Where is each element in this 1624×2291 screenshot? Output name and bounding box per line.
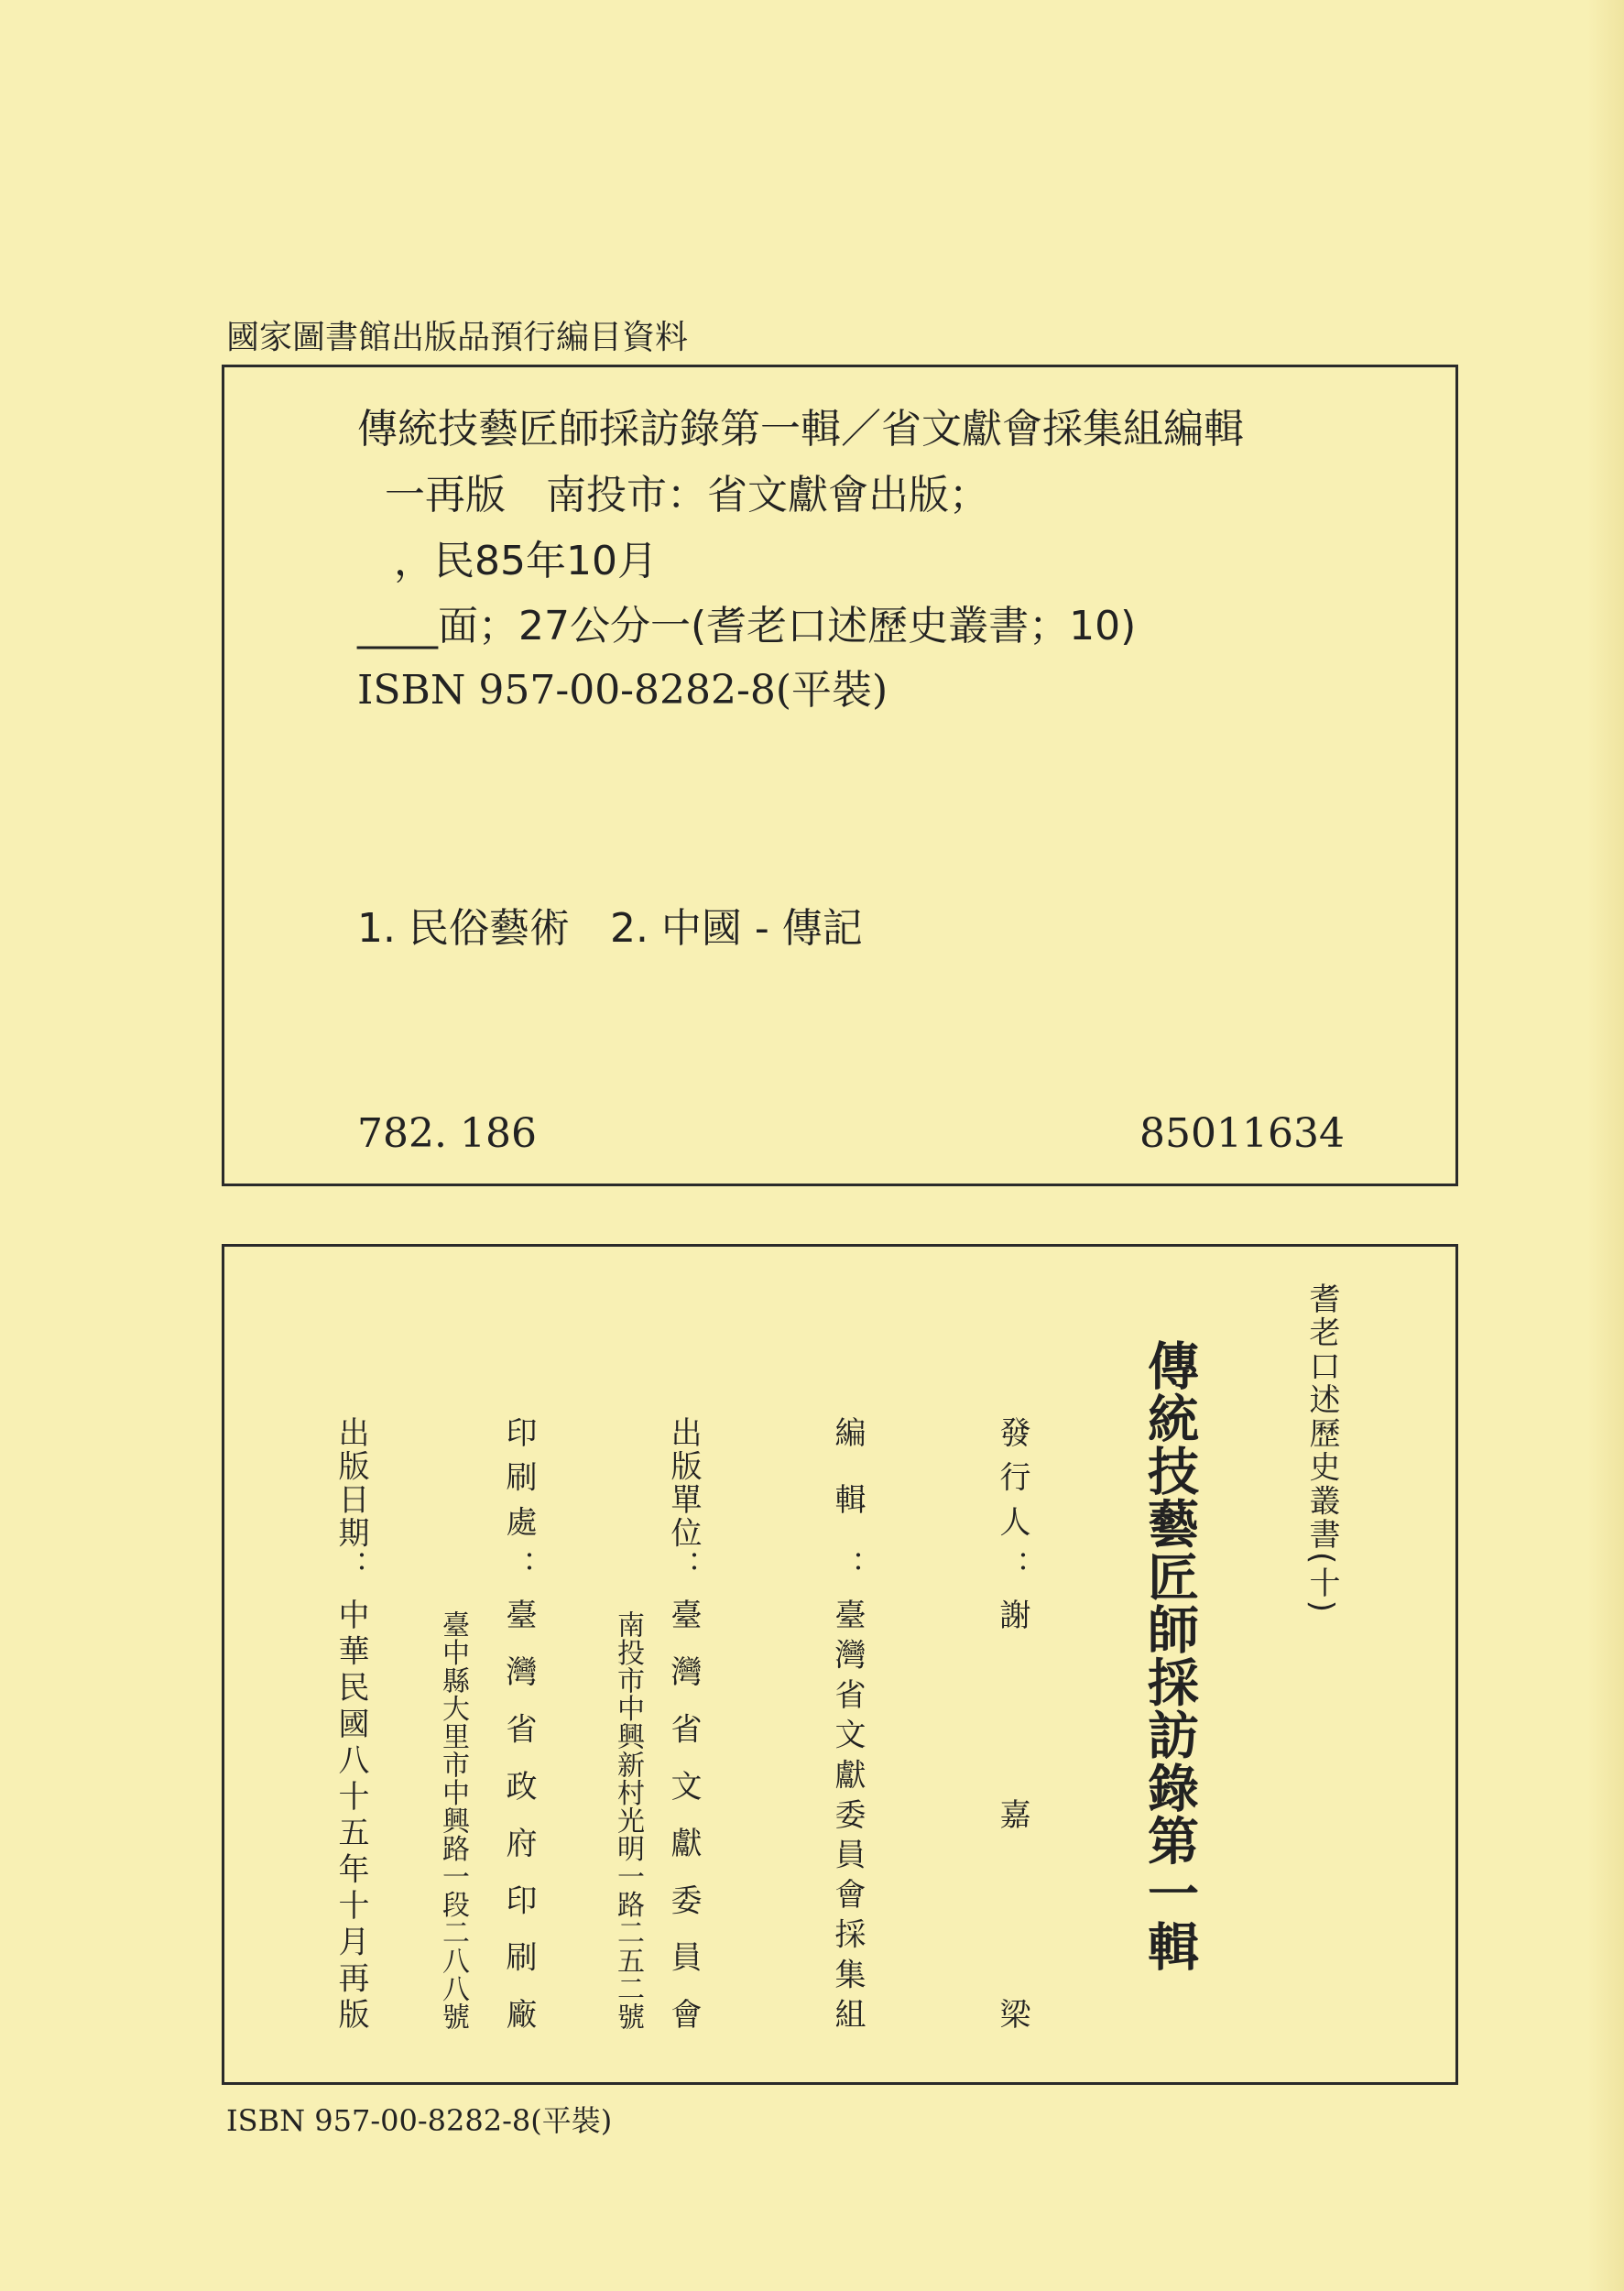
cip-subjects: 1. 民俗藝術 2. 中國 - 傳記	[357, 905, 863, 952]
publisher-person: 謝嘉梁	[994, 1598, 1030, 2029]
series-name: 耆老口述歷史叢書(十)	[1303, 1282, 1340, 1612]
editor-label: 編輯：	[829, 1416, 866, 1581]
book-title: 傳統技藝匠師採訪錄第一輯	[1139, 1339, 1199, 1971]
date-label: 出版日期：	[332, 1416, 369, 1581]
cip-pages-line: ____面；27公分一(耆老口述歷史叢書；10)	[357, 603, 1137, 649]
publisher-unit: 臺灣省文獻委員會	[665, 1598, 702, 2029]
cip-header: 國家圖書館出版品預行編目資料	[226, 319, 689, 356]
cip-title-line: 傳統技藝匠師採訪錄第一輯／省文獻會採集組編輯	[357, 406, 1244, 453]
printer: 臺灣省政府印刷廠	[500, 1598, 537, 2029]
cip-edition-line: 一再版 南投市：省文獻會出版；	[385, 472, 989, 518]
printer-address: 臺中縣大里市中興路一段二八八號	[437, 1610, 469, 2030]
cip-date-line: ，民85年10月	[394, 538, 658, 584]
cip-isbn-line: ISBN 957-00-8282-8(平裝)	[357, 667, 888, 714]
publication-date: 中華民國八十五年十月再版	[332, 1598, 369, 2029]
publisher-address: 南投市中興新村光明一路二五二號	[612, 1610, 644, 2030]
printer-label: 印刷處：	[500, 1416, 537, 1581]
editor: 臺灣省文獻委員會採集組	[829, 1598, 866, 2029]
publisher-person-label: 發行人：	[994, 1416, 1030, 1581]
publisher-unit-label: 出版單位：	[665, 1416, 702, 1581]
cip-record-number: 85011634	[1139, 1110, 1345, 1157]
isbn-bottom: ISBN 957-00-8282-8(平裝)	[226, 2103, 613, 2138]
cip-class-number: 782. 186	[357, 1110, 537, 1157]
page-edge-shadow	[1587, 0, 1624, 2291]
